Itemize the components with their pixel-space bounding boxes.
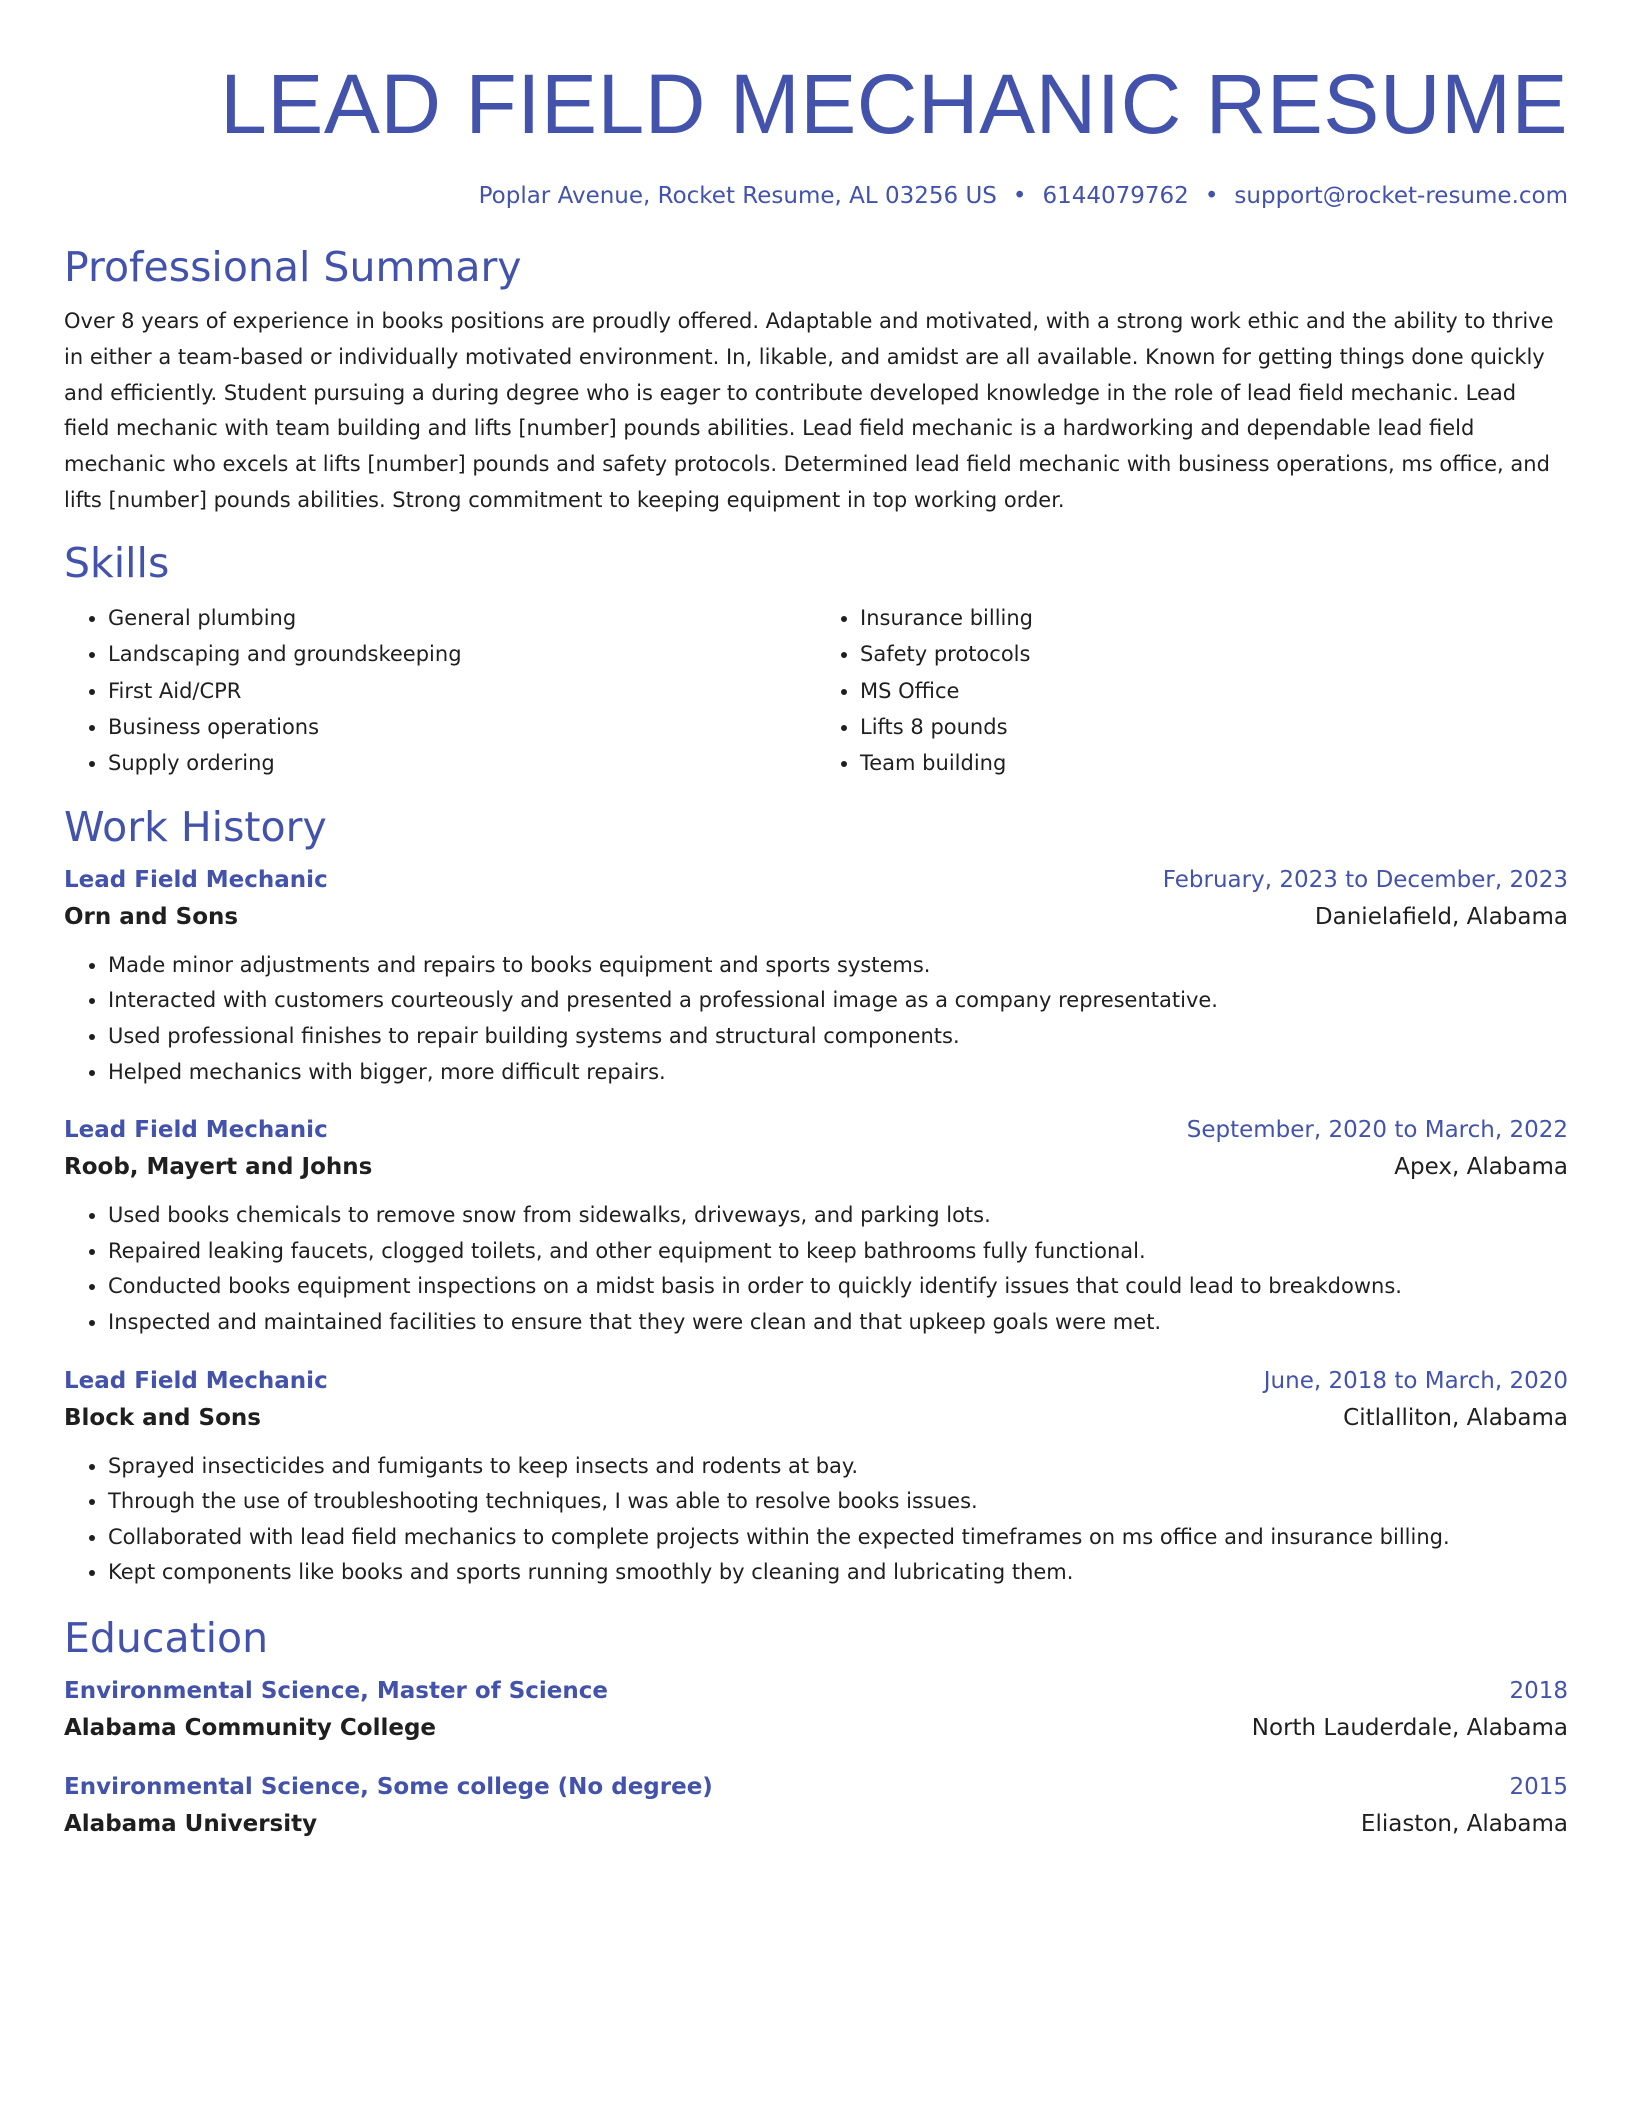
- job-dates: June, 2018 to March, 2020: [1263, 1367, 1568, 1394]
- contact-separator: •: [1204, 183, 1219, 209]
- education-heading: Education: [64, 1613, 269, 1662]
- education-header: [64, 1769, 1568, 1805]
- job-title: Lead Field Mechanic: [64, 1117, 328, 1144]
- job-bullet: • Sprayed insecticides and fumigants to keep insects and rodents at bay.: [108, 1449, 1568, 1485]
- job-entry: [64, 1112, 1568, 1340]
- job-dates: September, 2020 to March, 2022: [1186, 1117, 1568, 1144]
- skill-item: • Business operations: [108, 709, 816, 745]
- contact-address: Poplar Avenue, Rocket Resume, AL 03256 US: [478, 183, 997, 209]
- contact-separator: •: [1012, 183, 1027, 209]
- job-title: Lead Field Mechanic: [64, 866, 328, 893]
- job-company-row: [64, 1148, 1568, 1186]
- job-company: Orn and Sons: [64, 903, 239, 930]
- job-header: [64, 1363, 1568, 1399]
- job-bullet: • Conducted books equipment inspections on a midst basis in order to quickly identify issues that could lead to breakdowns.: [108, 1269, 1568, 1305]
- skills-column-left: [64, 600, 816, 782]
- education-school: Alabama Community College: [64, 1714, 437, 1741]
- job-company: Roob, Mayert and Johns: [64, 1154, 373, 1181]
- education-location: North Lauderdale, Alabama: [1251, 1714, 1568, 1741]
- work-heading: Work History: [64, 802, 327, 851]
- education-degree: Environmental Science, Master of Science: [64, 1677, 609, 1704]
- skill-item: • Insurance billing: [860, 600, 1568, 636]
- job-dates: February, 2023 to December, 2023: [1162, 866, 1568, 893]
- education-location: Eliaston, Alabama: [1360, 1810, 1568, 1837]
- skill-item: • Safety protocols: [860, 636, 1568, 672]
- job-company: Block and Sons: [64, 1404, 261, 1431]
- job-bullet: • Through the use of troubleshooting techniques, I was able to resolve books issues.: [108, 1484, 1568, 1520]
- skill-item: • General plumbing: [108, 600, 816, 636]
- contact-line: [64, 180, 1568, 212]
- skill-item: • Supply ordering: [108, 745, 816, 781]
- job-company-row: [64, 898, 1568, 936]
- education-degree: Environmental Science, Some college (No degree): [64, 1773, 713, 1800]
- summary-heading: Professional Summary: [64, 243, 522, 291]
- job-bullet: • Inspected and maintained facilities to ensure that they were clean and that upkeep goals were met.: [108, 1305, 1568, 1341]
- education-year: 2015: [1509, 1773, 1568, 1800]
- skill-item: • First Aid/CPR: [108, 673, 816, 709]
- job-title: Lead Field Mechanic: [64, 1367, 328, 1394]
- job-bullet: • Used professional finishes to repair building systems and structural components.: [108, 1019, 1568, 1055]
- resume-title: LEAD FIELD MECHANIC RESUME: [220, 57, 1568, 151]
- skill-item: • Team building: [860, 745, 1568, 781]
- job-bullet: • Helped mechanics with bigger, more difficult repairs.: [108, 1055, 1568, 1091]
- job-bullet: • Kept components like books and sports running smoothly by cleaning and lubricating them.: [108, 1555, 1568, 1591]
- contact-email[interactable]: support@rocket-resume.com: [1234, 183, 1568, 209]
- contact-phone: 6144079762: [1042, 183, 1189, 209]
- job-entry: [64, 1363, 1568, 1591]
- education-entry: [64, 1673, 1568, 1747]
- skill-item: • Landscaping and groundskeeping: [108, 636, 816, 672]
- job-location: Citlalliton, Alabama: [1343, 1404, 1568, 1431]
- summary-text: Over 8 years of experience in books positions are proudly offered. Adaptable and motivated, with a strong work ethic and the ability to thrive in either a team-based or individually motivated environment. In, likable, and amidst are all available. Known for getting things done quickly and efficiently. Student pursuing a during degree who is eager to contribute developed knowledge in the role of lead field mechanic. Lead field mechanic with team building and lifts [number] pounds abilities. Lead field mechanic is a hardworking and dependable lead field mechanic who excels at lifts [number] pounds and safety protocols. Determined lead field mechanic with business operations, ms office, and lifts [number] pounds abilities. Strong commitment to keeping equipment in top working order.: [64, 309, 1554, 512]
- skill-item: • Lifts 8 pounds: [860, 709, 1568, 745]
- job-entry: [64, 862, 1568, 1090]
- education-entry: [64, 1769, 1568, 1843]
- skills-heading: Skills: [64, 538, 170, 587]
- skills-list: [64, 600, 1568, 782]
- skill-item: • MS Office: [860, 673, 1568, 709]
- job-header: [64, 862, 1568, 898]
- education-school-row: [64, 1805, 1568, 1843]
- job-company-row: [64, 1399, 1568, 1437]
- job-bullet: • Repaired leaking faucets, clogged toilets, and other equipment to keep bathrooms fully functional.: [108, 1234, 1568, 1270]
- education-header: [64, 1673, 1568, 1709]
- job-bullet: • Collaborated with lead field mechanics to complete projects within the expected timeframes on ms office and insurance billing.: [108, 1520, 1568, 1556]
- job-bullets: [64, 1198, 1568, 1340]
- job-bullet: • Interacted with customers courteously and presented a professional image as a company representative.: [108, 983, 1568, 1019]
- education-year: 2018: [1509, 1677, 1568, 1704]
- job-header: [64, 1112, 1568, 1148]
- education-school: Alabama University: [64, 1810, 318, 1837]
- job-bullets: [64, 948, 1568, 1090]
- job-location: Apex, Alabama: [1394, 1154, 1568, 1181]
- job-bullet: • Used books chemicals to remove snow from sidewalks, driveways, and parking lots.: [108, 1198, 1568, 1234]
- job-location: Danielafield, Alabama: [1314, 903, 1568, 930]
- education-school-row: [64, 1709, 1568, 1747]
- job-bullets: [64, 1449, 1568, 1591]
- job-bullet: • Made minor adjustments and repairs to books equipment and sports systems.: [108, 948, 1568, 984]
- skills-column-right: [816, 600, 1568, 782]
